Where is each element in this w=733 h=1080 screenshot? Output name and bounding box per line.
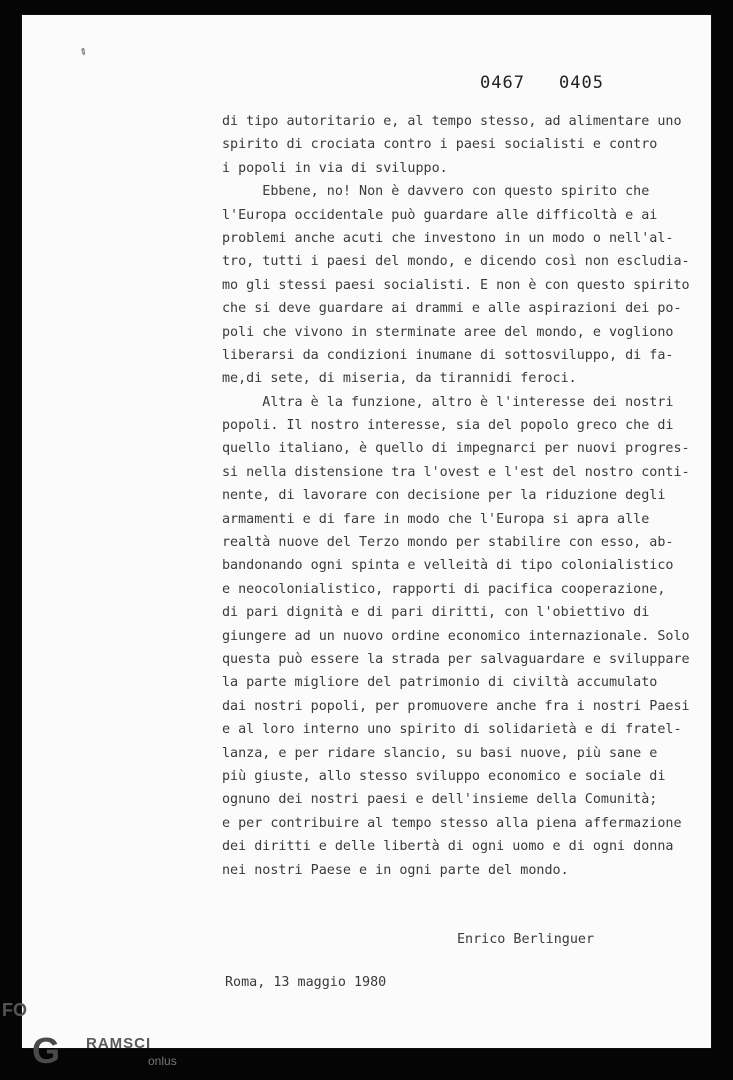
text-line: si nella distensione tra l'ovest e l'est del nostro conti-	[222, 464, 690, 480]
text-line: quello italiano, è quello di impegnarci per nuovi progres-	[222, 441, 690, 457]
scan-mark: ✎	[76, 44, 90, 59]
text-line: che si deve guardare ai drammi e alle aspirazioni dei po-	[222, 301, 682, 317]
text-line: tro, tutti i paesi del mondo, e dicendo così non escludia-	[222, 254, 690, 270]
text-line: dai nostri popoli, per promuovere anche fra i nostri Paesi	[222, 698, 690, 714]
text-line: liberarsi da condizioni inumane di sottosviluppo, di fa-	[222, 347, 674, 363]
watermark-logo-g: G	[32, 1030, 61, 1071]
text-line: spirito di crociata contro i paesi socialisti e contro	[222, 137, 658, 153]
text-line: nente, di lavorare con decisione per la riduzione degli	[222, 488, 666, 504]
text-line: la parte migliore del patrimonio di civiltà accumulato	[222, 675, 658, 691]
text-line: dei diritti e delle libertà di ogni uomo e di ogni donna	[222, 839, 674, 855]
page-number-right: 0405	[559, 73, 604, 93]
text-line: ognuno dei nostri paesi e dell'insieme della Comunità;	[222, 792, 658, 808]
document-page	[22, 15, 711, 1048]
body-text	[222, 110, 712, 882]
text-line: e per contribuire al tempo stesso alla piena affermazione	[222, 815, 682, 831]
text-line: bandonando ogni spinta e velleità di tipo colonialistico	[222, 558, 674, 574]
text-line: mo gli stessi paesi socialisti. E non è con questo spirito	[222, 277, 690, 293]
text-line: e neocolonialistico, rapporti di pacifica cooperazione,	[222, 581, 666, 597]
signature: Enrico Berlinguer	[457, 932, 595, 947]
text-line: giungere ad un nuovo ordine economico internazionale. Solo	[222, 628, 690, 644]
text-line: armamenti e di fare in modo che l'Europa si apra alle	[222, 511, 650, 527]
watermark-onlus: onlus	[148, 1054, 177, 1068]
watermark-text-fo: FO	[2, 1000, 27, 1020]
place-date: Roma, 13 maggio 1980	[225, 975, 387, 990]
watermark-name: RAMSCI	[86, 1035, 152, 1052]
text-line: l'Europa occidentale può guardare alle difficoltà e ai	[222, 207, 658, 223]
text-line: più giuste, allo stesso sviluppo economico e sociale di	[222, 768, 666, 784]
text-line: realtà nuove del Terzo mondo per stabilire con esso, ab-	[222, 535, 674, 551]
page-number-left: 0467	[480, 73, 525, 93]
text-line: lanza, e per ridare slancio, su basi nuove, più sane e	[222, 745, 658, 761]
text-line: popoli. Il nostro interesse, sia del popolo greco che di	[222, 418, 674, 434]
text-line: i popoli in via di sviluppo.	[222, 160, 448, 176]
text-line: Ebbene, no! Non è davvero con questo spirito che	[222, 184, 650, 200]
text-line: questa può essere la strada per salvaguardare e sviluppare	[222, 651, 690, 667]
text-line: problemi anche acuti che investono in un modo o nell'al-	[222, 230, 674, 246]
text-line: e al loro interno uno spirito di solidarietà e di fratel-	[222, 722, 682, 738]
text-line: Altra è la funzione, altro è l'interesse dei nostri	[222, 394, 674, 410]
text-line: di pari dignità e di pari diritti, con l'obiettivo di	[222, 605, 650, 621]
text-line: nei nostri Paese e in ogni parte del mondo.	[222, 862, 569, 878]
text-line: di tipo autoritario e, al tempo stesso, ad alimentare uno	[222, 114, 682, 129]
text-line: me,di sete, di miseria, da tirannidi feroci.	[222, 371, 577, 387]
text-line: poli che vivono in sterminate aree del mondo, e vogliono	[222, 324, 674, 340]
